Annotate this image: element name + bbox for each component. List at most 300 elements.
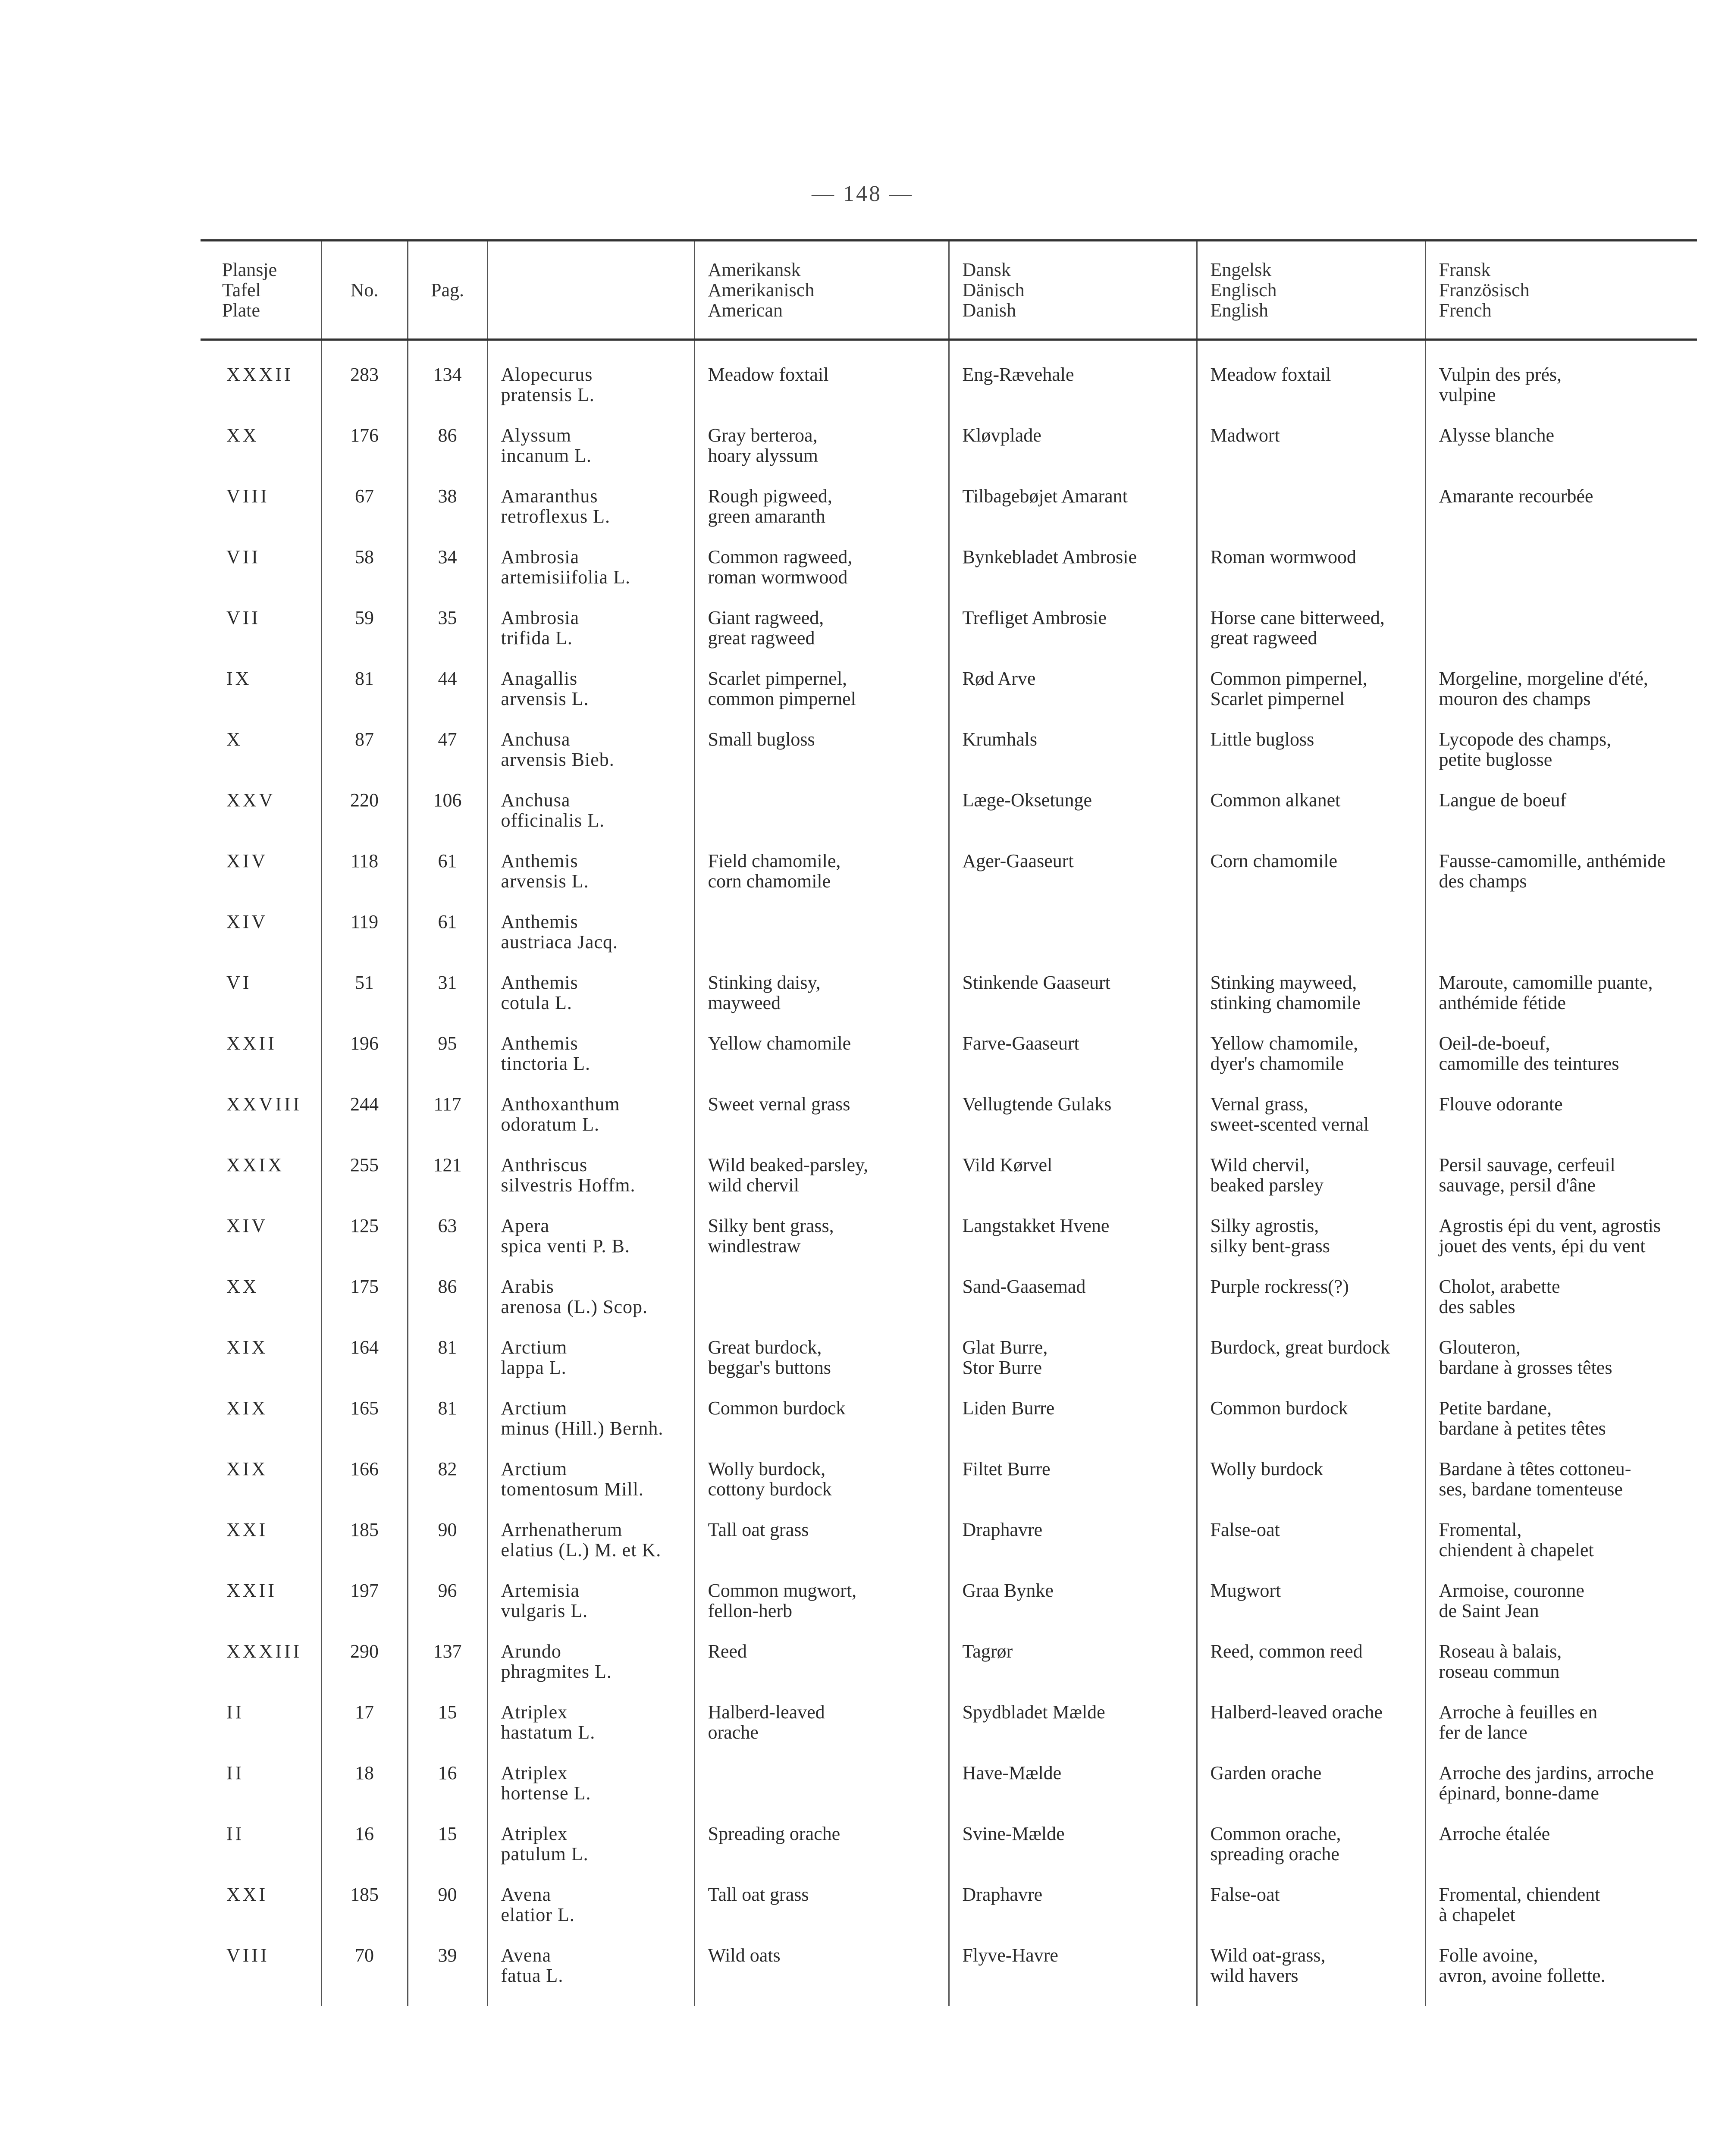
cell-american-name xyxy=(694,547,949,608)
cell-english-name xyxy=(1197,1459,1425,1520)
header-row xyxy=(201,241,1697,340)
cell-page: 15 xyxy=(408,1702,487,1763)
table-row xyxy=(201,972,1697,1033)
cell-english-name xyxy=(1197,1884,1425,1945)
header-english-en: English xyxy=(1210,300,1268,321)
table-row xyxy=(201,1824,1697,1884)
cell-english-name-line: Common orache, xyxy=(1210,1823,1341,1844)
table-row xyxy=(201,1641,1697,1702)
cell-plate: XXI xyxy=(226,1884,268,1905)
cell-latin-name-line: Anthemis xyxy=(501,911,578,932)
cell-english-name xyxy=(1197,1337,1425,1398)
cell-no: 70 xyxy=(321,1945,408,2006)
cell-latin-name-line: Anthemis xyxy=(501,850,578,871)
cell-french-name xyxy=(1425,1763,1697,1824)
cell-no: 244 xyxy=(321,1094,408,1155)
cell-latin-name-line: Anchusa xyxy=(501,729,571,750)
cell-latin-name-line: Apera xyxy=(501,1215,549,1236)
cell-american-name xyxy=(694,912,949,972)
cell-plate: XIV xyxy=(226,911,268,932)
cell-latin-name-line: Avena xyxy=(501,1945,552,1966)
cell-american-name-line: Common mugwort, xyxy=(708,1580,857,1601)
cell-english-name xyxy=(1197,1641,1425,1702)
table-row xyxy=(201,547,1697,608)
cell-latin-name xyxy=(487,1155,694,1216)
cell-french-name-line: Arroche à feuilles en xyxy=(1439,1702,1598,1723)
cell-english-name-line: spreading orache xyxy=(1210,1843,1339,1865)
header-american xyxy=(694,241,949,340)
cell-page: 117 xyxy=(408,1094,487,1155)
cell-danish-name-line: Ager-Gaaseurt xyxy=(962,850,1074,871)
cell-danish-name-line: Farve-Gaaseurt xyxy=(962,1033,1079,1054)
cell-english-name xyxy=(1197,1398,1425,1459)
header-american-en: American xyxy=(708,300,783,321)
cell-danish-name-line: Tilbagebøjet Amarant xyxy=(962,486,1128,507)
cell-page: 121 xyxy=(408,1155,487,1216)
cell-danish-name-line: Flyve-Havre xyxy=(962,1945,1058,1966)
header-latin xyxy=(487,241,694,340)
cell-american-name-line: hoary alyssum xyxy=(708,445,818,466)
cell-latin-name-line: lappa L. xyxy=(501,1357,567,1378)
cell-english-name xyxy=(1197,1702,1425,1763)
table-row xyxy=(201,729,1697,790)
cell-danish-name-line: Liden Burre xyxy=(962,1398,1055,1419)
cell-latin-name-line: silvestris Hoffm. xyxy=(501,1175,636,1196)
cell-danish-name xyxy=(949,1884,1197,1945)
cell-american-name-line: fellon-herb xyxy=(708,1600,792,1621)
cell-latin-name-line: officinalis L. xyxy=(501,810,605,831)
cell-french-name-line: Glouteron, xyxy=(1439,1337,1521,1358)
cell-english-name-line: wild havers xyxy=(1210,1965,1298,1986)
table-row xyxy=(201,1033,1697,1094)
cell-plate: XIV xyxy=(226,1215,268,1236)
cell-english-name xyxy=(1197,1216,1425,1276)
table-row xyxy=(201,1337,1697,1398)
cell-french-name-line: Arroche des jardins, arroche xyxy=(1439,1762,1654,1783)
cell-latin-name xyxy=(487,1216,694,1276)
cell-latin-name-line: fatua L. xyxy=(501,1965,564,1986)
cell-danish-name xyxy=(949,1216,1197,1276)
cell-american-name-line: orache xyxy=(708,1722,759,1743)
cell-french-name-line: bardane à petites têtes xyxy=(1439,1418,1606,1439)
cell-plate: XIX xyxy=(226,1398,268,1419)
cell-danish-name xyxy=(949,1824,1197,1884)
cell-english-name-line: Roman wormwood xyxy=(1210,546,1357,567)
cell-latin-name-line: Arctium xyxy=(501,1458,568,1479)
header-french-no: Fransk xyxy=(1439,259,1491,280)
cell-danish-name-line: Graa Bynke xyxy=(962,1580,1054,1601)
cell-french-name-line: des sables xyxy=(1439,1296,1515,1317)
cell-english-name xyxy=(1197,1155,1425,1216)
cell-american-name xyxy=(694,1641,949,1702)
cell-english-name-line: stinking chamomile xyxy=(1210,992,1361,1013)
header-plate-de: Tafel xyxy=(222,279,261,301)
table-row xyxy=(201,1216,1697,1276)
cell-english-name-line: dyer's chamomile xyxy=(1210,1053,1344,1074)
cell-english-name xyxy=(1197,668,1425,729)
cell-french-name xyxy=(1425,1337,1697,1398)
cell-latin-name-line: odoratum L. xyxy=(501,1114,600,1135)
cell-page: 86 xyxy=(408,425,487,486)
cell-danish-name-line: Draphavre xyxy=(962,1884,1043,1905)
cell-french-name-line: épinard, bonne-dame xyxy=(1439,1783,1599,1804)
cell-danish-name-line: Tagrør xyxy=(962,1641,1013,1662)
cell-latin-name-line: incanum L. xyxy=(501,445,592,466)
cell-french-name xyxy=(1425,1945,1697,2006)
cell-french-name xyxy=(1425,851,1697,912)
cell-french-name xyxy=(1425,1155,1697,1216)
cell-french-name-line: anthémide fétide xyxy=(1439,992,1566,1013)
cell-american-name xyxy=(694,425,949,486)
cell-latin-name xyxy=(487,425,694,486)
cell-french-name xyxy=(1425,1520,1697,1580)
table-body xyxy=(201,340,1697,2006)
cell-french-name-line: Petite bardane, xyxy=(1439,1398,1552,1419)
cell-english-name xyxy=(1197,486,1425,547)
cell-american-name xyxy=(694,1580,949,1641)
cell-french-name-line: Fromental, chiendent xyxy=(1439,1884,1600,1905)
cell-latin-name xyxy=(487,1033,694,1094)
cell-american-name xyxy=(694,851,949,912)
cell-latin-name-line: Atriplex xyxy=(501,1823,568,1844)
cell-french-name xyxy=(1425,729,1697,790)
cell-plate: XXI xyxy=(226,1519,268,1540)
cell-english-name-line: Corn chamomile xyxy=(1210,850,1337,871)
cell-english-name xyxy=(1197,790,1425,851)
cell-danish-name-line: Læge-Oksetunge xyxy=(962,790,1092,811)
cell-danish-name-line: Krumhals xyxy=(962,729,1038,750)
cell-danish-name xyxy=(949,851,1197,912)
cell-english-name-line: Purple rockress(?) xyxy=(1210,1276,1349,1297)
cell-latin-name-line: spica venti P. B. xyxy=(501,1235,630,1257)
cell-latin-name xyxy=(487,486,694,547)
cell-danish-name xyxy=(949,340,1197,426)
cell-american-name-line: Wild beaked-parsley, xyxy=(708,1154,869,1175)
cell-latin-name xyxy=(487,1641,694,1702)
cell-plate: XIX xyxy=(226,1458,268,1479)
cell-english-name xyxy=(1197,547,1425,608)
table-row xyxy=(201,608,1697,668)
cell-plate: XX xyxy=(226,1276,259,1297)
table-row xyxy=(201,790,1697,851)
cell-american-name xyxy=(694,1763,949,1824)
cell-latin-name xyxy=(487,912,694,972)
cell-danish-name xyxy=(949,1945,1197,2006)
table-row xyxy=(201,1094,1697,1155)
cell-latin-name-line: Alyssum xyxy=(501,425,571,446)
cell-french-name-line: bardane à grosses têtes xyxy=(1439,1357,1612,1378)
cell-danish-name-line: Trefliget Ambrosie xyxy=(962,607,1107,628)
cell-english-name-line: Common pimpernel, xyxy=(1210,668,1367,689)
cell-english-name xyxy=(1197,912,1425,972)
cell-latin-name-line: phragmites L. xyxy=(501,1661,612,1682)
cell-english-name-line: Common alkanet xyxy=(1210,790,1341,811)
cell-american-name xyxy=(694,1520,949,1580)
cell-french-name-line: Amarante recourbée xyxy=(1439,486,1593,507)
cell-latin-name xyxy=(487,1094,694,1155)
cell-page: 39 xyxy=(408,1945,487,2006)
cell-english-name-line: beaked parsley xyxy=(1210,1175,1324,1196)
cell-french-name-line: Bardane à têtes cottoneu- xyxy=(1439,1458,1631,1479)
cell-american-name-line: common pimpernel xyxy=(708,688,856,709)
cell-plate: XXV xyxy=(226,790,276,811)
cell-page: 31 xyxy=(408,972,487,1033)
cell-english-name-line: Vernal grass, xyxy=(1210,1094,1308,1115)
cell-latin-name-line: hastatum L. xyxy=(501,1722,596,1743)
cell-french-name xyxy=(1425,1276,1697,1337)
table-row xyxy=(201,1276,1697,1337)
cell-french-name-line: jouet des vents, épi du vent xyxy=(1439,1235,1646,1257)
cell-american-name xyxy=(694,1824,949,1884)
header-danish-no: Dansk xyxy=(962,259,1011,280)
cell-no: 125 xyxy=(321,1216,408,1276)
cell-american-name-line: Rough pigweed, xyxy=(708,486,832,507)
cell-no: 59 xyxy=(321,608,408,668)
cell-danish-name xyxy=(949,1580,1197,1641)
cell-english-name-line: Common burdock xyxy=(1210,1398,1348,1419)
cell-page: 38 xyxy=(408,486,487,547)
cell-french-name-line: Arroche étalée xyxy=(1439,1823,1550,1844)
cell-latin-name xyxy=(487,1580,694,1641)
cell-french-name xyxy=(1425,1216,1697,1276)
cell-latin-name-line: tomentosum Mill. xyxy=(501,1479,644,1500)
cell-danish-name-line: Stinkende Gaaseurt xyxy=(962,972,1110,993)
cell-danish-name-line: Rød Arve xyxy=(962,668,1036,689)
cell-latin-name-line: Arctium xyxy=(501,1398,568,1419)
cell-american-name-line: beggar's buttons xyxy=(708,1357,831,1378)
cell-english-name-line: Horse cane bitterweed, xyxy=(1210,607,1385,628)
cell-danish-name xyxy=(949,425,1197,486)
cell-danish-name xyxy=(949,1398,1197,1459)
table-row xyxy=(201,1520,1697,1580)
cell-american-name xyxy=(694,1702,949,1763)
cell-english-name xyxy=(1197,1945,1425,2006)
cell-english-name-line: great ragweed xyxy=(1210,627,1317,649)
cell-plate: II xyxy=(226,1762,245,1783)
cell-danish-name-line: Sand-Gaasemad xyxy=(962,1276,1086,1297)
cell-no: 220 xyxy=(321,790,408,851)
cell-french-name xyxy=(1425,1033,1697,1094)
cell-latin-name xyxy=(487,851,694,912)
cell-danish-name-line: Stor Burre xyxy=(962,1357,1042,1378)
table-row xyxy=(201,425,1697,486)
cell-french-name xyxy=(1425,1641,1697,1702)
cell-latin-name xyxy=(487,1763,694,1824)
cell-french-name xyxy=(1425,790,1697,851)
cell-plate: II xyxy=(226,1823,245,1844)
cell-no: 67 xyxy=(321,486,408,547)
cell-danish-name xyxy=(949,1641,1197,1702)
cell-latin-name xyxy=(487,1702,694,1763)
cell-english-name-line: sweet-scented vernal xyxy=(1210,1114,1369,1135)
cell-french-name xyxy=(1425,425,1697,486)
cell-latin-name-line: trifida L. xyxy=(501,627,573,649)
table-row xyxy=(201,1945,1697,2006)
cell-danish-name xyxy=(949,972,1197,1033)
cell-american-name-line: cottony burdock xyxy=(708,1479,832,1500)
cell-french-name xyxy=(1425,668,1697,729)
cell-plate: VI xyxy=(226,972,252,993)
cell-french-name-line: Folle avoine, xyxy=(1439,1945,1538,1966)
header-english-de: Englisch xyxy=(1210,279,1277,301)
cell-danish-name-line: Langstakket Hvene xyxy=(962,1215,1110,1236)
cell-american-name-line: Small bugloss xyxy=(708,729,815,750)
cell-latin-name-line: Arabis xyxy=(501,1276,554,1297)
cell-page: 34 xyxy=(408,547,487,608)
cell-plate: VIII xyxy=(226,1945,270,1966)
header-english xyxy=(1197,241,1425,340)
cell-latin-name xyxy=(487,1337,694,1398)
cell-no: 175 xyxy=(321,1276,408,1337)
cell-french-name-line: vulpine xyxy=(1439,384,1496,405)
cell-danish-name-line: Eng-Rævehale xyxy=(962,364,1074,385)
cell-american-name xyxy=(694,1459,949,1520)
cell-page: 61 xyxy=(408,851,487,912)
cell-danish-name xyxy=(949,668,1197,729)
cell-english-name xyxy=(1197,1520,1425,1580)
cell-american-name-line: Tall oat grass xyxy=(708,1519,809,1540)
header-french-en: French xyxy=(1439,300,1492,321)
cell-french-name-line: Agrostis épi du vent, agrostis xyxy=(1439,1215,1661,1236)
table-row xyxy=(201,851,1697,912)
cell-american-name xyxy=(694,790,949,851)
cell-no: 165 xyxy=(321,1398,408,1459)
cell-english-name-line: Little bugloss xyxy=(1210,729,1314,750)
cell-american-name-line: great ragweed xyxy=(708,627,815,649)
cell-american-name xyxy=(694,1094,949,1155)
cell-latin-name-line: elatius (L.) M. et K. xyxy=(501,1539,662,1561)
cell-plate: IX xyxy=(226,668,252,689)
table-row xyxy=(201,486,1697,547)
cell-american-name xyxy=(694,1945,949,2006)
cell-french-name-line: Flouve odorante xyxy=(1439,1094,1563,1115)
cell-american-name-line: corn chamomile xyxy=(708,871,831,892)
cell-plate: XXXIII xyxy=(226,1641,302,1662)
cell-page: 96 xyxy=(408,1580,487,1641)
cell-danish-name xyxy=(949,790,1197,851)
cell-latin-name-line: Ambrosia xyxy=(501,607,580,628)
cell-page: 81 xyxy=(408,1398,487,1459)
cell-french-name xyxy=(1425,340,1697,426)
cell-american-name-line: Common ragweed, xyxy=(708,546,853,567)
table-row xyxy=(201,912,1697,972)
cell-american-name-line: Tall oat grass xyxy=(708,1884,809,1905)
table-row xyxy=(201,1398,1697,1459)
cell-american-name xyxy=(694,972,949,1033)
cell-french-name-line: des champs xyxy=(1439,871,1527,892)
cell-latin-name xyxy=(487,1276,694,1337)
cell-page: 95 xyxy=(408,1033,487,1094)
cell-page: 63 xyxy=(408,1216,487,1276)
cell-latin-name-line: Anchusa xyxy=(501,790,571,811)
cell-no: 16 xyxy=(321,1824,408,1884)
cell-english-name-line: Wolly burdock xyxy=(1210,1458,1324,1479)
cell-latin-name-line: Anthriscus xyxy=(501,1154,588,1175)
cell-american-name-line: Great burdock, xyxy=(708,1337,822,1358)
header-danish-en: Danish xyxy=(962,300,1016,321)
cell-latin-name-line: Arrhenatherum xyxy=(501,1519,623,1540)
cell-english-name xyxy=(1197,1763,1425,1824)
cell-english-name xyxy=(1197,1276,1425,1337)
cell-american-name xyxy=(694,1398,949,1459)
cell-french-name-line: avron, avoine follette. xyxy=(1439,1965,1606,1986)
cell-english-name-line: Stinking mayweed, xyxy=(1210,972,1357,993)
header-plate-en: Plate xyxy=(222,300,260,321)
cell-french-name-line: petite buglosse xyxy=(1439,749,1552,770)
cell-english-name-line: False-oat xyxy=(1210,1519,1280,1540)
cell-no: 166 xyxy=(321,1459,408,1520)
header-american-no: Amerikansk xyxy=(708,259,801,280)
cell-latin-name-line: Amaranthus xyxy=(501,486,598,507)
cell-english-name-line: Scarlet pimpernel xyxy=(1210,688,1345,709)
header-french-de: Französisch xyxy=(1439,279,1530,301)
cell-danish-name xyxy=(949,1155,1197,1216)
cell-american-name-line: Halberd-leaved xyxy=(708,1702,825,1723)
cell-english-name-line: Wild oat-grass, xyxy=(1210,1945,1326,1966)
cell-plate: XXXII xyxy=(226,364,293,385)
cell-english-name xyxy=(1197,1580,1425,1641)
cell-american-name xyxy=(694,340,949,426)
cell-english-name xyxy=(1197,425,1425,486)
cell-no: 290 xyxy=(321,1641,408,1702)
cell-english-name-line: Burdock, great burdock xyxy=(1210,1337,1390,1358)
cell-latin-name-line: austriaca Jacq. xyxy=(501,931,618,953)
cell-american-name-line: Stinking daisy, xyxy=(708,972,821,993)
cell-no: 87 xyxy=(321,729,408,790)
cell-latin-name-line: cotula L. xyxy=(501,992,572,1013)
cell-french-name-line: chiendent à chapelet xyxy=(1439,1539,1594,1561)
header-danish-de: Dänisch xyxy=(962,279,1025,301)
cell-plate: XX xyxy=(226,425,259,446)
cell-page: 16 xyxy=(408,1763,487,1824)
cell-page: 82 xyxy=(408,1459,487,1520)
cell-american-name-line: windlestraw xyxy=(708,1235,801,1257)
cell-latin-name xyxy=(487,1945,694,2006)
cell-page: 47 xyxy=(408,729,487,790)
cell-latin-name-line: Atriplex xyxy=(501,1762,568,1783)
cell-no: 18 xyxy=(321,1763,408,1824)
cell-american-name-line: Scarlet pimpernel, xyxy=(708,668,847,689)
table-row xyxy=(201,1884,1697,1945)
header-french xyxy=(1425,241,1697,340)
cell-american-name-line: Gray berteroa, xyxy=(708,425,818,446)
cell-danish-name xyxy=(949,729,1197,790)
cell-american-name xyxy=(694,1155,949,1216)
cell-page: 35 xyxy=(408,608,487,668)
cell-danish-name-line: Vellugtende Gulaks xyxy=(962,1094,1112,1115)
cell-latin-name-line: arvensis L. xyxy=(501,871,589,892)
table-row xyxy=(201,1459,1697,1520)
cell-french-name-line: Fromental, xyxy=(1439,1519,1522,1540)
cell-french-name-line: Langue de boeuf xyxy=(1439,790,1567,811)
cell-latin-name-line: elatior L. xyxy=(501,1904,575,1925)
cell-french-name xyxy=(1425,972,1697,1033)
cell-danish-name-line: Filtet Burre xyxy=(962,1458,1051,1479)
cell-danish-name xyxy=(949,608,1197,668)
cell-danish-name-line: Spydbladet Mælde xyxy=(962,1702,1105,1723)
cell-plate: VII xyxy=(226,546,261,567)
cell-french-name-line: Vulpin des prés, xyxy=(1439,364,1562,385)
header-no: No. xyxy=(321,241,408,340)
cell-american-name xyxy=(694,1216,949,1276)
cell-latin-name xyxy=(487,790,694,851)
cell-french-name-line: camomille des teintures xyxy=(1439,1053,1619,1074)
cell-no: 196 xyxy=(321,1033,408,1094)
cell-no: 118 xyxy=(321,851,408,912)
cell-no: 164 xyxy=(321,1337,408,1398)
table-row xyxy=(201,1580,1697,1641)
cell-english-name-line: Silky agrostis, xyxy=(1210,1215,1319,1236)
